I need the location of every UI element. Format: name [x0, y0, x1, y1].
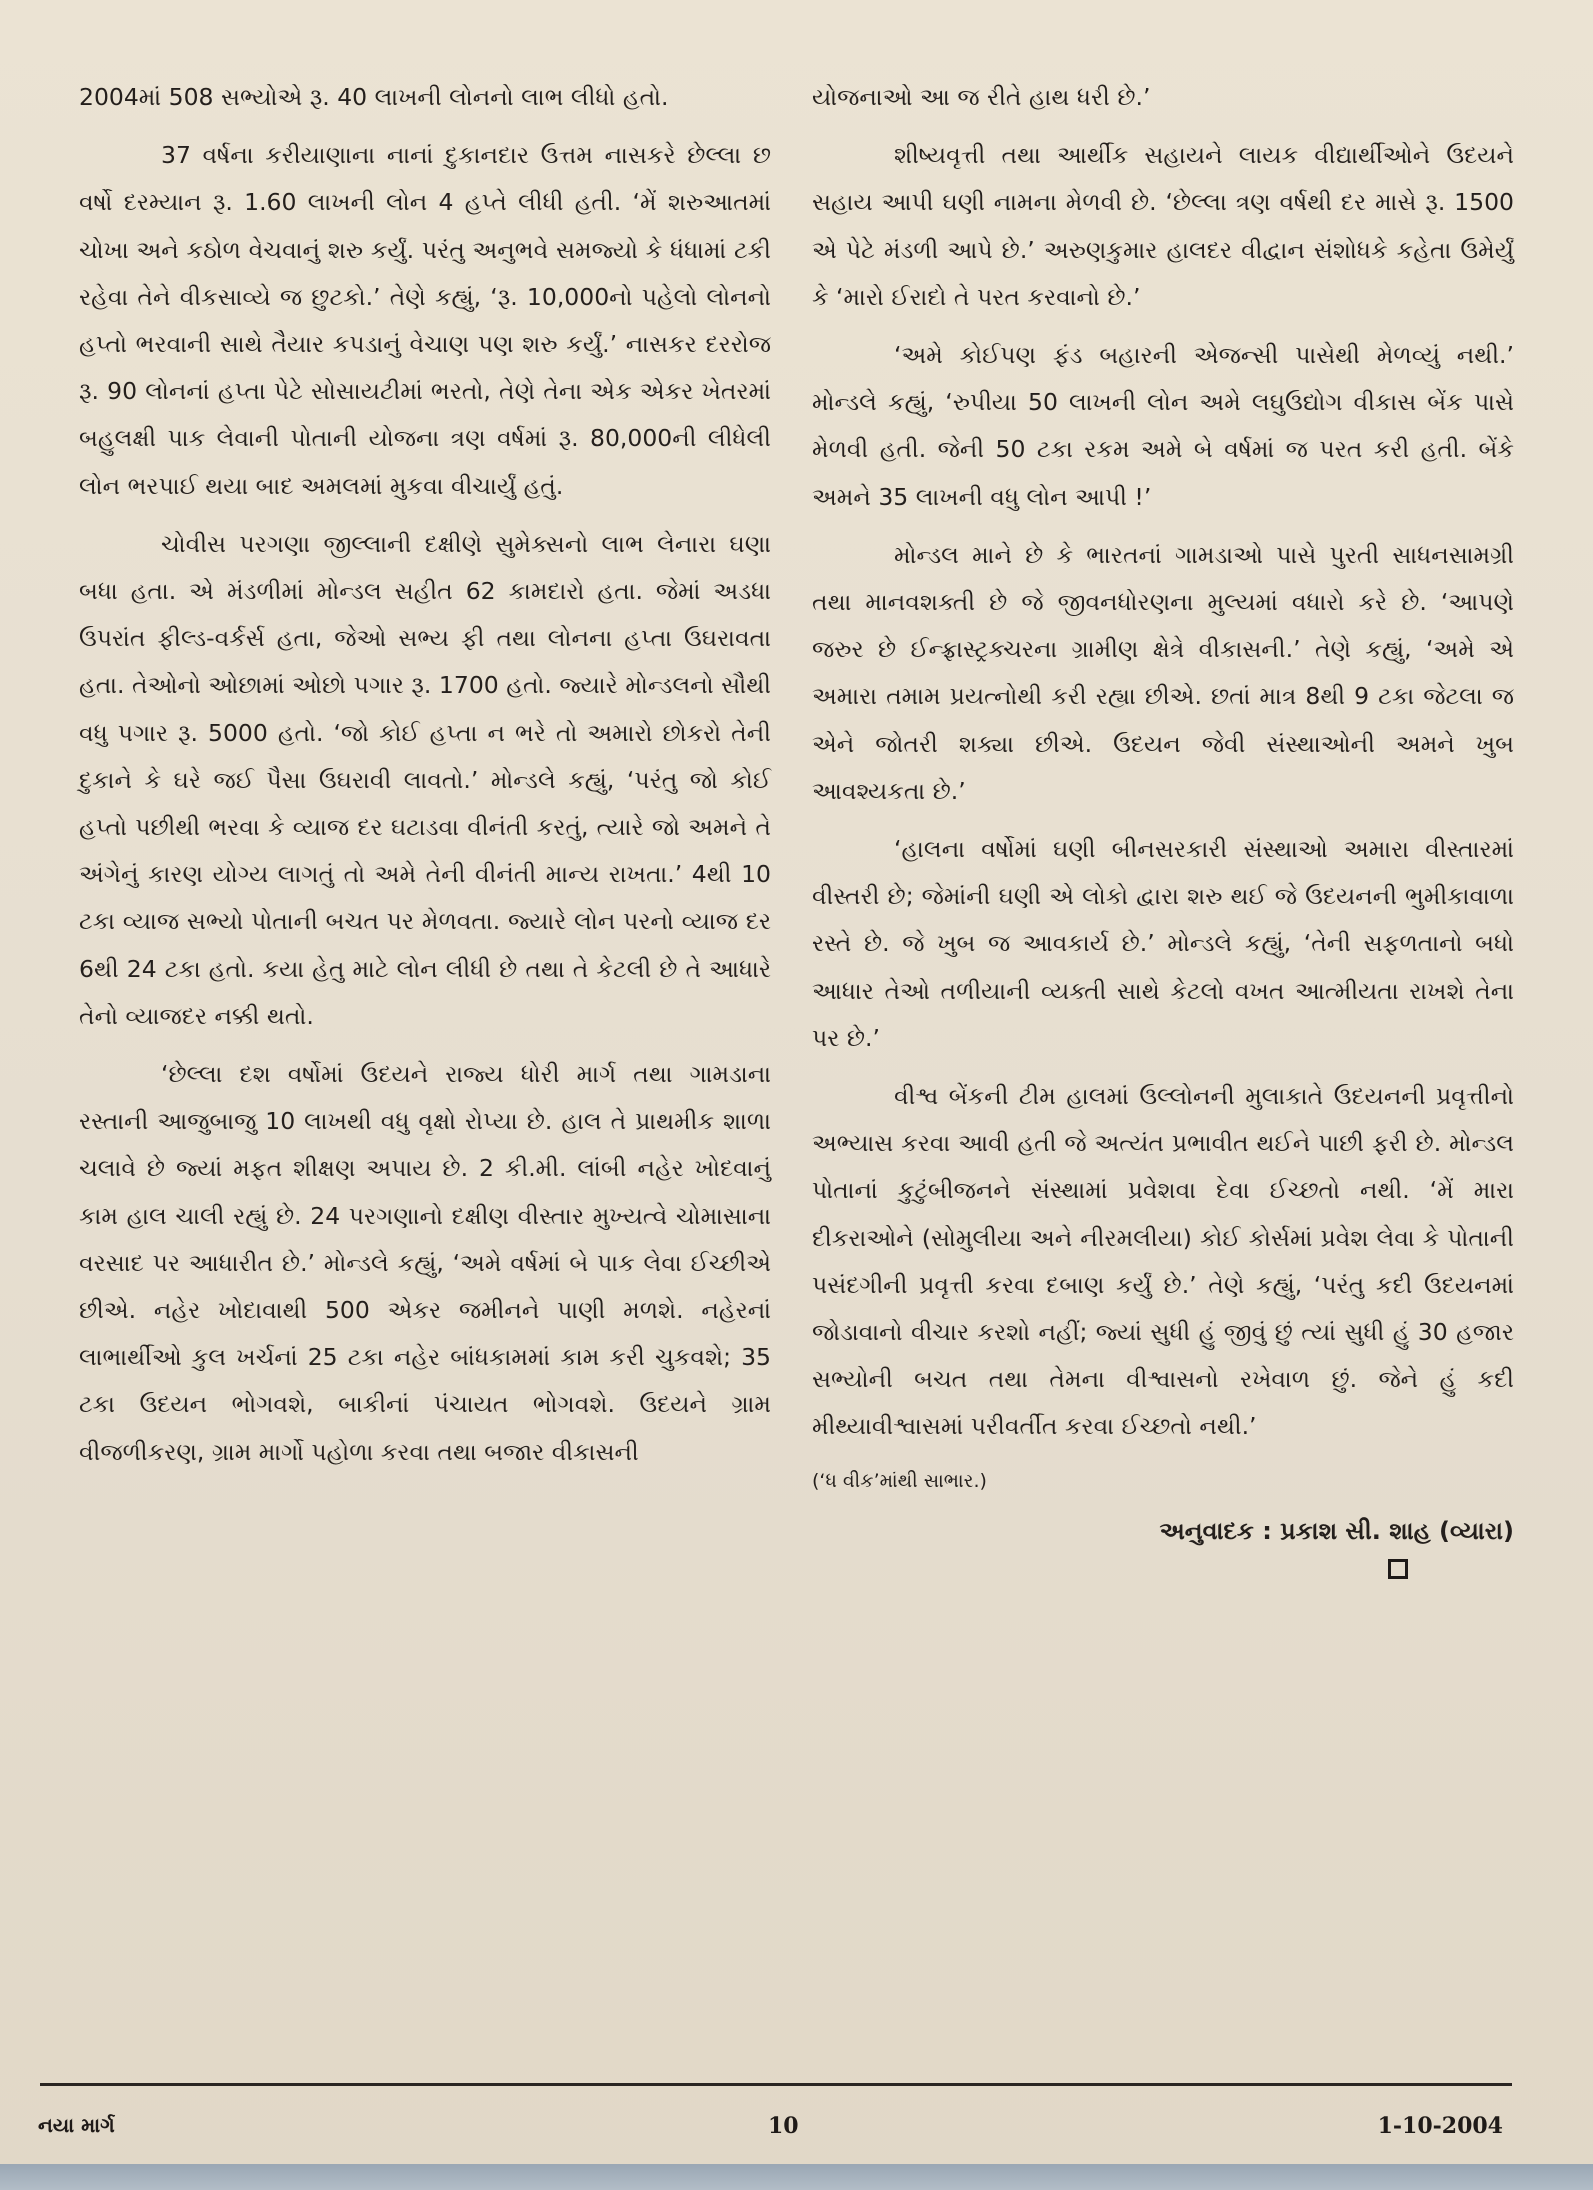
paragraph: ‘હાલના વર્ષોમાં ઘણી બીનસરકારી સંસ્થાઓ અમારા વીસ્તારમાં વીસ્તરી છે; જેમાંની ઘણી એ લોકો દ્વારા શરુ થઈ જે ઉદયનની ભુમીકાવાળા રસ્તે છે. જે ખુબ જ આવકાર્ય છે.’ મોન્ડલે કહ્યું, ‘તેની સફળતાનો બધો આધાર તેઓ તળીયાની વ્યક્તી સાથે કેટલો વખત આત્મીયતા રાખશે તેના પર છે.’: [812, 835, 1514, 1052]
end-of-article-square-icon: [1388, 1559, 1408, 1579]
source-credit: (‘ધ વીક’માંથી સાભાર.): [812, 1469, 987, 1492]
footer-divider: [40, 2083, 1512, 2086]
paragraph: 37 વર્ષના કરીયાણાના નાનાં દુકાનદાર ઉત્તમ નાસકરે છેલ્લા છ વર્ષો દરમ્યાન રૂ. 1.60 લાખની લોન 4 હપ્તે લીધી હતી. ‘મેં શરુઆતમાં ચોખા અને કઠોળ વેચવાનું શરુ કર્યું. પરંતુ અનુભવે સમજ્યો કે ધંધામાં ટકી રહેવા તેને વીકસાવ્યે જ છુટકો.’ તેણે કહ્યું, ‘રૂ. 10,000નો પહેલો લોનનો હપ્તો ભરવાની સાથે તૈયાર કપડાનું વેચાણ પણ શરુ કર્યું.’ નાસકર દરરોજ રૂ. 90 લોનનાં હપ્તા પેટે સોસાયટીમાં ભરતો, તેણે તેના એક એકર ખેતરમાં બહુલક્ષી પાક લેવાની પોતાની યોજના ત્રણ વર્ષમાં રૂ. 80,000ની લીધેલી લોન ભરપાઈ થયા બાદ અમલમાં મુકવા વીચાર્યું હતું.: [79, 141, 771, 500]
right-column: [812, 74, 1514, 1579]
paragraph: વીશ્વ બેંકની ટીમ હાલમાં ઉલ્લોનની મુલાકાતે ઉદયનની પ્રવૃત્તીનો અભ્યાસ કરવા આવી હતી જે અત્યંત પ્રભાવીત થઈને પાછી ફરી છે. મોન્ડલ પોતાનાં કુટુંબીજનને સંસ્થામાં પ્રવેશવા દેવા ઈચ્છતો નથી. ‘મેં મારા દીકરાઓને (સોમુલીયા અને નીરમલીયા) કોઈ કોર્સમાં પ્રવેશ લેવા કે પોતાની પસંદગીની પ્રવૃત્તી કરવા દબાણ કર્યું છે.’ તેણે કહ્યું, ‘પરંતુ કદી ઉદયનમાં જોડાવાનો વીચાર કરશો નહીં; જ્યાં સુધી હું જીવું છું ત્યાં સુધી હું 30 હજાર સભ્યોની બચત તથા તેમના વીશ્વાસનો રખેવાળ છું. જેને હું કદી મીથ્યાવીશ્વાસમાં પરીવર્તીત કરવા ઈચ્છતો નથી.’: [812, 1082, 1514, 1441]
paragraph: ચોવીસ પરગણા જીલ્લાની દક્ષીણે સુમેક્સનો લાભ લેનારા ઘણા બધા હતા. એ મંડળીમાં મોન્ડલ સહીત 62 કામદારો હતા. જેમાં અડધા ઉપરાંત ફીલ્ડ-વર્કર્સ હતા, જેઓ સભ્ય ફી તથા લોનના હપ્તા ઉઘરાવતા હતા. તેઓનો ઓછામાં ઓછો પગાર રૂ. 1700 હતો. જ્યારે મોન્ડલનો સૌથી વધુ પગાર રૂ. 5000 હતો. ‘જો કોઈ હપ્તા ન ભરે તો અમારો છોકરો તેની દુકાને કે ઘરે જઈ પૈસા ઉઘરાવી લાવતો.’ મોન્ડલે કહ્યું, ‘પરંતુ જો કોઈ હપ્તો પછીથી ભરવા કે વ્યાજ દર ઘટાડવા વીનંતી કરતું, ત્યારે જો અમને તે અંગેનું કારણ યોગ્ય લાગતું તો અમે તેની વીનંતી માન્ય રાખતા.’ 4થી 10 ટકા વ્યાજ સભ્યો પોતાની બચત પર મેળવતા. જ્યારે લોન પરનો વ્યાજ દર 6થી 24 ટકા હતો. કયા હેતુ માટે લોન લીધી છે તથા તે કેટલી છે તે આધારે તેનો વ્યાજદર નક્કી થતો.: [79, 529, 771, 1030]
translator-credit: અનુવાદક : પ્રકાશ સી. શાહ (વ્યારા): [1159, 1516, 1514, 1545]
paragraph: ‘અમે કોઈપણ ફંડ બહારની એજન્સી પાસેથી મેળવ્યું નથી.’ મોન્ડલે કહ્યું, ‘રુપીયા 50 લાખની લોન અમે લઘુઉદ્યોગ વીકાસ બેંક પાસે મેળવી હતી. જેની 50 ટકા રકમ અમે બે વર્ષમાં જ પરત કરી હતી. બેંકે અમને 35 લાખની વધુ લોન આપી !’: [812, 341, 1514, 511]
issue-date: 1-10-2004: [1377, 2113, 1503, 2139]
paragraph: યોજનાઓ આ જ રીતે હાથ ધરી છે.’: [812, 83, 1151, 111]
scan-edge: [0, 2164, 1593, 2190]
paragraph: 2004માં 508 સભ્યોએ રૂ. 40 લાખની લોનનો લાભ લીધો હતો.: [79, 83, 669, 111]
paragraph: ‘છેલ્લા દશ વર્ષોમાં ઉદયને રાજ્ય ધોરી માર્ગ તથા ગામડાના રસ્તાની આજુબાજુ 10 લાખથી વધુ વૃક્ષો રોપ્યા છે. હાલ તે પ્રાથમીક શાળા ચલાવે છે જ્યાં મફત શીક્ષણ અપાય છે. 2 કી.મી. લાંબી નહેર ખોદવાનું કામ હાલ ચાલી રહ્યું છે. 24 પરગણાનો દક્ષીણ વીસ્તાર મુખ્યત્વે ચોમાસાના વરસાદ પર આધારીત છે.’ મોન્ડલે કહ્યું, ‘અમે વર્ષમાં બે પાક લેવા ઈચ્છીએ છીએ. નહેર ખોદાવાથી 500 એકર જમીનને પાણી મળશે. નહેરનાં લાભાર્થીઓ કુલ ખર્ચનાં 25 ટકા નહેર બાંધકામમાં કામ કરી ચુકવશે; 35 ટકા ઉદયન ભોગવશે, બાકીનાં પંચાયત ભોગવશે. ઉદયને ગ્રામ વીજળીકરણ, ગ્રામ માર્ગો પહોળા કરવા તથા બજાર વીકાસની: [79, 1060, 771, 1466]
paragraph: મોન્ડલ માને છે કે ભારતનાં ગામડાઓ પાસે પુરતી સાધનસામગ્રી તથા માનવશક્તી છે જે જીવનધોરણના મુલ્યમાં વધારો કરે છે. ‘આપણે જરુર છે ઈન્ફ્રાસ્ટ્રક્ચરના ગ્રામીણ ક્ષેત્રે વીકાસની.’ તેણે કહ્યું, ‘અમે એ અમારા તમામ પ્રયત્નોથી કરી રહ્યા છીએ. છતાં માત્ર 8થી 9 ટકા જેટલા જ એને જોતરી શક્યા છીએ. ઉદયન જેવી સંસ્થાઓની અમને ખુબ આવશ્યકતા છે.’: [812, 540, 1514, 805]
left-column: [79, 74, 771, 1487]
paragraph: શીષ્યવૃત્તી તથા આર્થીક સહાયને લાયક વીદ્યાર્થીઓને ઉદયને સહાય આપી ઘણી નામના મેળવી છે. ‘છેલ્લા ત્રણ વર્ષથી દર માસે રૂ. 1500 એ પેટે મંડળી આપે છે.’ અરુણકુમાર હાલદર વીદ્વાન સંશોધકે કહેતા ઉમેર્યું કે ‘મારો ઈરાદો તે પરત કરવાનો છે.’: [812, 141, 1514, 311]
magazine-name: નયા માર્ગ: [38, 2113, 115, 2137]
page-number: 10: [768, 2113, 799, 2139]
